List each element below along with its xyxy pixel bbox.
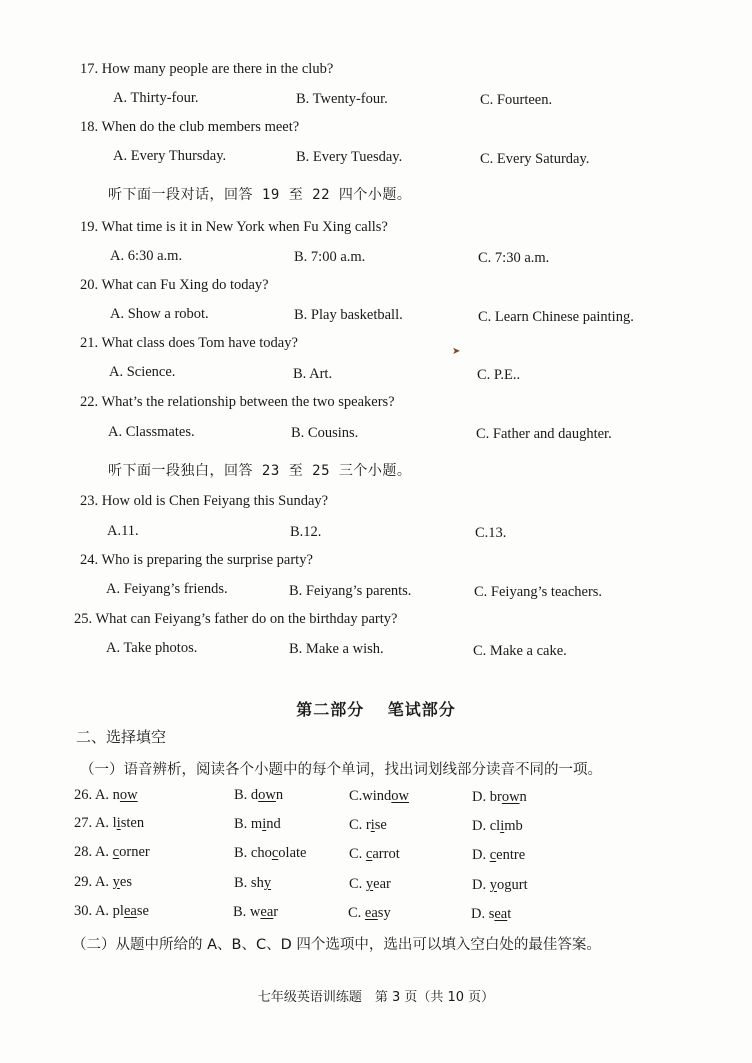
q26-option-a: 26. A. now (74, 787, 138, 803)
q25-option-b: B. Make a wish. (289, 641, 384, 657)
q23-option-a: A.11. (107, 523, 139, 539)
q24-option-a: A. Feiyang’s friends. (106, 581, 228, 597)
q26-option-c: C.window (349, 788, 410, 804)
q21-option-c: C. P.E.. (477, 367, 521, 383)
q20-option-b: B. Play basketball. (294, 307, 403, 323)
q30-option-b: B. wear (233, 904, 279, 920)
q25-option-a: A. Take photos. (106, 640, 198, 656)
q17-option-c: C. Fourteen. (480, 92, 553, 108)
q28-option-d: D. centre (472, 847, 526, 863)
q28-option-b: B. chocolate (234, 845, 307, 861)
question-17: 17. How many people are there in the club? (80, 61, 334, 77)
part-two-title: 第二部分 笔试部分 (296, 700, 456, 719)
pencil-mark: ➤ (452, 346, 461, 357)
q23-option-b: B.12. (290, 524, 322, 540)
phonetics-instruction: （一）语音辨析，阅读各个小题中的每个单词，找出词划线部分读音不同的一项。 (80, 762, 602, 778)
q30-option-d: D. seat (471, 906, 512, 922)
q24-option-c: C. Feiyang’s teachers. (474, 584, 603, 600)
page-footer: 七年级英语训练题 第 3 页（共 10 页） (257, 990, 495, 1005)
q18-option-c: C. Every Saturday. (480, 151, 590, 167)
q19-option-c: C. 7:30 a.m. (478, 250, 550, 266)
q17-option-b: B. Twenty-four. (296, 91, 388, 107)
q20-option-a: A. Show a robot. (110, 306, 209, 322)
q30-option-a: 30. A. please (74, 903, 149, 919)
instruction-dialog: 听下面一段对话，回答 19 至 22 四个小题。 (108, 187, 412, 203)
q27-option-c: C. rise (349, 817, 387, 833)
q27-option-a: 27. A. listen (74, 815, 145, 831)
q25-option-c: C. Make a cake. (473, 643, 567, 659)
q29-option-b: B. shy (234, 875, 272, 891)
question-20: 20. What can Fu Xing do today? (80, 277, 269, 293)
question-22: 22. What’s the relationship between the two speakers? (80, 394, 395, 410)
section-heading: 二、选择填空 (76, 728, 167, 746)
instruction-monolog: 听下面一段独白，回答 23 至 25 三个小题。 (108, 463, 412, 479)
question-25: 25. What can Feiyang’s father do on the birthday party? (74, 611, 398, 627)
q28-option-a: 28. A. corner (74, 844, 150, 860)
question-19: 19. What time is it in New York when Fu Xing calls? (80, 219, 388, 235)
q27-option-d: D. climb (472, 818, 523, 834)
q22-option-b: B. Cousins. (291, 425, 359, 441)
q23-option-c: C.13. (475, 525, 507, 541)
q20-option-c: C. Learn Chinese painting. (478, 309, 634, 325)
q17-option-a: A. Thirty-four. (113, 90, 199, 106)
question-18: 18. When do the club members meet? (80, 119, 300, 135)
question-24: 24. Who is preparing the surprise party? (80, 552, 313, 568)
q18-option-b: B. Every Tuesday. (296, 149, 403, 165)
q29-option-c: C. year (349, 876, 391, 892)
q21-option-a: A. Science. (109, 364, 176, 380)
q22-option-c: C. Father and daughter. (476, 426, 612, 442)
q26-option-b: B. down (234, 787, 284, 803)
question-21: 21. What class does Tom have today? (80, 335, 298, 351)
q24-option-b: B. Feiyang’s parents. (289, 583, 412, 599)
q21-option-b: B. Art. (293, 366, 333, 382)
q18-option-a: A. Every Thursday. (113, 148, 227, 164)
q22-option-a: A. Classmates. (108, 424, 195, 440)
q29-option-a: 29. A. yes (74, 874, 133, 890)
q30-option-c: C. easy (348, 905, 391, 921)
q27-option-b: B. mind (234, 816, 281, 832)
q26-option-d: D. brown (472, 789, 527, 805)
q29-option-d: D. yogurt (472, 877, 528, 893)
q19-option-b: B. 7:00 a.m. (294, 249, 366, 265)
q28-option-c: C. carrot (349, 846, 400, 862)
q19-option-a: A. 6:30 a.m. (110, 248, 183, 264)
question-23: 23. How old is Chen Feiyang this Sunday? (80, 493, 329, 509)
multiple-choice-instruction: （二）从题中所给的 A、B、C、D 四个选项中，选出可以填入空白处的最佳答案。 (72, 937, 601, 953)
